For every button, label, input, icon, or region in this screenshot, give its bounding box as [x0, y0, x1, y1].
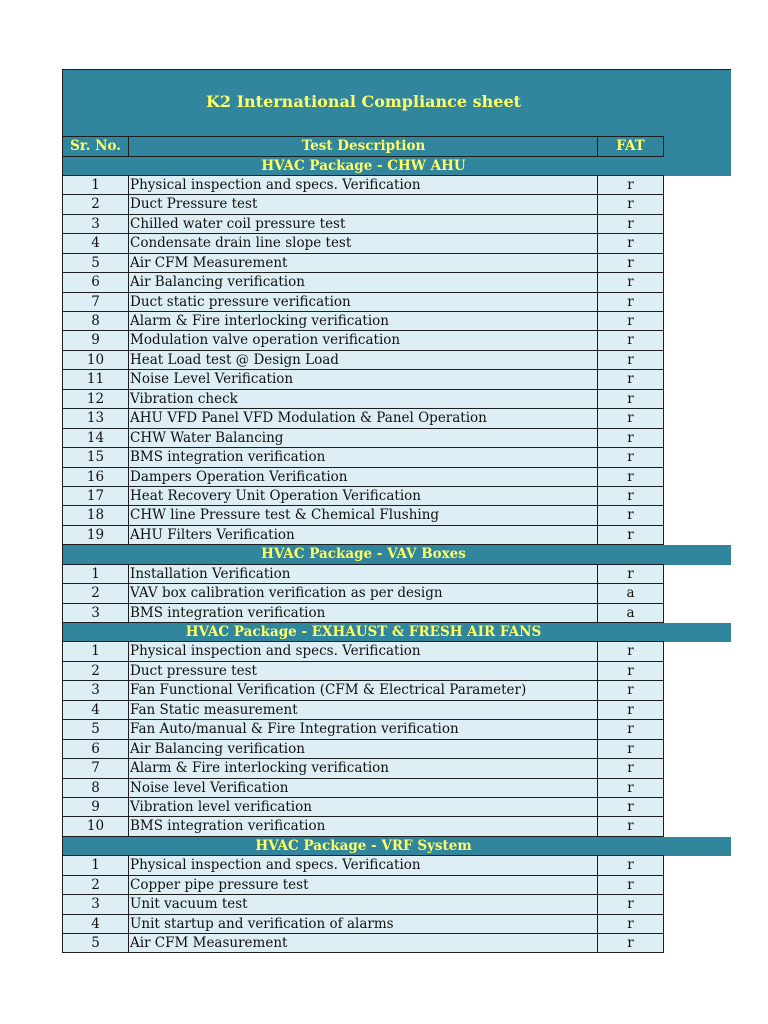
fat-cell: r — [597, 895, 664, 914]
table-row — [62, 817, 731, 836]
description-cell: Noise Level Verification — [128, 370, 597, 389]
fat-cell: r — [597, 331, 664, 350]
fat-cell: r — [597, 701, 664, 720]
sr-no-cell: 4 — [62, 915, 128, 934]
description-cell: Heat Load test @ Design Load — [128, 351, 597, 370]
description-cell: Air Balancing verification — [128, 273, 597, 292]
sr-no-cell: 2 — [62, 876, 128, 895]
sr-no-cell: 17 — [62, 487, 128, 506]
fat-cell: r — [597, 740, 664, 759]
sr-no-cell: 3 — [62, 604, 128, 623]
sr-no-cell: 5 — [62, 720, 128, 739]
table-row — [62, 720, 731, 739]
sr-no-cell: 13 — [62, 409, 128, 428]
table-row — [62, 273, 731, 292]
sr-no-cell: 1 — [62, 642, 128, 661]
section-title: HVAC Package - VAV Boxes — [62, 545, 664, 564]
sr-no-cell: 6 — [62, 273, 128, 292]
table-row — [62, 876, 731, 895]
table-row — [62, 448, 731, 467]
fat-cell: r — [597, 195, 664, 214]
fat-cell: r — [597, 526, 664, 545]
table-row — [62, 487, 731, 506]
table-row — [62, 565, 731, 584]
fat-cell: r — [597, 779, 664, 798]
fat-cell: r — [597, 273, 664, 292]
table-row — [62, 895, 731, 914]
compliance-sheet — [62, 69, 731, 953]
fat-cell: r — [597, 468, 664, 487]
sr-no-cell: 1 — [62, 565, 128, 584]
description-cell: Air CFM Measurement — [128, 254, 597, 273]
table-row — [62, 429, 731, 448]
fat-cell: r — [597, 176, 664, 195]
table-row — [62, 759, 731, 778]
description-cell: Vibration level verification — [128, 798, 597, 817]
description-cell: Dampers Operation Verification — [128, 468, 597, 487]
description-cell: Condensate drain line slope test — [128, 234, 597, 253]
fat-cell: a — [597, 584, 664, 603]
description-cell: Fan Static measurement — [128, 701, 597, 720]
description-cell: Physical inspection and specs. Verification — [128, 642, 597, 661]
sr-no-cell: 3 — [62, 895, 128, 914]
table-row — [62, 506, 731, 525]
description-cell: Alarm & Fire interlocking verification — [128, 759, 597, 778]
table-row — [62, 642, 731, 661]
description-cell: Fan Functional Verification (CFM & Electrical Parameter) — [128, 681, 597, 700]
table-row — [62, 468, 731, 487]
table-row — [62, 390, 731, 409]
sr-no-cell: 5 — [62, 934, 128, 953]
section-header — [62, 157, 731, 176]
description-cell: Air Balancing verification — [128, 740, 597, 759]
fat-cell: r — [597, 506, 664, 525]
sr-no-cell: 12 — [62, 390, 128, 409]
fat-cell: r — [597, 487, 664, 506]
sheet-title: K2 International Compliance sheet — [205, 92, 522, 111]
sr-no-cell: 11 — [62, 370, 128, 389]
section-title: HVAC Package - CHW AHU — [62, 157, 664, 176]
sr-no-cell: 9 — [62, 331, 128, 350]
table-row — [62, 409, 731, 428]
table-row — [62, 779, 731, 798]
fat-cell: r — [597, 254, 664, 273]
sr-no-cell: 15 — [62, 448, 128, 467]
fat-cell: a — [597, 604, 664, 623]
description-cell: Fan Auto/manual & Fire Integration verification — [128, 720, 597, 739]
fat-cell: r — [597, 642, 664, 661]
fat-cell: r — [597, 390, 664, 409]
fat-cell: r — [597, 934, 664, 953]
table-row — [62, 915, 731, 934]
fat-cell: r — [597, 662, 664, 681]
fat-cell: r — [597, 817, 664, 836]
description-cell: Unit startup and verification of alarms — [128, 915, 597, 934]
section-title: HVAC Package - EXHAUST & FRESH AIR FANS — [62, 623, 664, 642]
sr-no-cell: 14 — [62, 429, 128, 448]
table-row — [62, 798, 731, 817]
fat-cell: r — [597, 234, 664, 253]
sr-no-cell: 5 — [62, 254, 128, 273]
sr-no-cell: 2 — [62, 195, 128, 214]
fat-cell: r — [597, 565, 664, 584]
sr-no-cell: 4 — [62, 701, 128, 720]
sr-no-cell: 7 — [62, 759, 128, 778]
table-row — [62, 293, 731, 312]
table-body — [62, 157, 731, 954]
fat-cell: r — [597, 351, 664, 370]
description-cell: BMS integration verification — [128, 448, 597, 467]
description-cell: Alarm & Fire interlocking verification — [128, 312, 597, 331]
description-cell: Unit vacuum test — [128, 895, 597, 914]
sr-no-cell: 19 — [62, 526, 128, 545]
sr-no-cell: 8 — [62, 779, 128, 798]
fat-cell: r — [597, 448, 664, 467]
table-row — [62, 234, 731, 253]
table-row — [62, 370, 731, 389]
fat-cell: r — [597, 370, 664, 389]
sr-no-cell: 9 — [62, 798, 128, 817]
table-row — [62, 195, 731, 214]
fat-cell: r — [597, 681, 664, 700]
column-header-sr-no: Sr. No. — [62, 136, 128, 157]
sr-no-cell: 4 — [62, 234, 128, 253]
description-cell: CHW Water Balancing — [128, 429, 597, 448]
section-title: HVAC Package - VRF System — [62, 837, 664, 856]
table-row — [62, 856, 731, 875]
fat-cell: r — [597, 720, 664, 739]
section-header — [62, 545, 731, 564]
fat-cell: r — [597, 759, 664, 778]
column-header-row — [62, 136, 731, 157]
description-cell: Modulation valve operation verification — [128, 331, 597, 350]
description-cell: Physical inspection and specs. Verification — [128, 856, 597, 875]
description-cell: Noise level Verification — [128, 779, 597, 798]
description-cell: Air CFM Measurement — [128, 934, 597, 953]
column-header-fat: FAT — [597, 136, 664, 157]
description-cell: BMS integration verification — [128, 817, 597, 836]
table-row — [62, 526, 731, 545]
fat-cell: r — [597, 915, 664, 934]
description-cell: Installation Verification — [128, 565, 597, 584]
sr-no-cell: 2 — [62, 662, 128, 681]
description-cell: BMS integration verification — [128, 604, 597, 623]
description-cell: Vibration check — [128, 390, 597, 409]
fat-cell: r — [597, 429, 664, 448]
table-row — [62, 351, 731, 370]
section-header — [62, 837, 731, 856]
description-cell: Duct pressure test — [128, 662, 597, 681]
table-row — [62, 176, 731, 195]
description-cell: Physical inspection and specs. Verification — [128, 176, 597, 195]
fat-cell: r — [597, 856, 664, 875]
sr-no-cell: 7 — [62, 293, 128, 312]
fat-cell: r — [597, 409, 664, 428]
table-row — [62, 740, 731, 759]
table-row — [62, 254, 731, 273]
fat-cell: r — [597, 312, 664, 331]
description-cell: Duct Pressure test — [128, 195, 597, 214]
sr-no-cell: 18 — [62, 506, 128, 525]
table-row — [62, 584, 731, 603]
table-row — [62, 312, 731, 331]
table-row — [62, 681, 731, 700]
fat-cell: r — [597, 293, 664, 312]
sr-no-cell: 10 — [62, 351, 128, 370]
table-row — [62, 215, 731, 234]
description-cell: VAV box calibration verification as per design — [128, 584, 597, 603]
sr-no-cell: 8 — [62, 312, 128, 331]
fat-cell: r — [597, 798, 664, 817]
sr-no-cell: 6 — [62, 740, 128, 759]
sr-no-cell: 16 — [62, 468, 128, 487]
description-cell: Heat Recovery Unit Operation Verification — [128, 487, 597, 506]
fat-cell: r — [597, 876, 664, 895]
sr-no-cell: 3 — [62, 681, 128, 700]
sr-no-cell: 2 — [62, 584, 128, 603]
title-band — [62, 69, 731, 136]
description-cell: CHW line Pressure test & Chemical Flushing — [128, 506, 597, 525]
table-row — [62, 934, 731, 953]
fat-cell: r — [597, 215, 664, 234]
column-header-description: Test Description — [128, 136, 597, 157]
description-cell: Copper pipe pressure test — [128, 876, 597, 895]
sr-no-cell: 1 — [62, 176, 128, 195]
sr-no-cell: 3 — [62, 215, 128, 234]
description-cell: Chilled water coil pressure test — [128, 215, 597, 234]
table-row — [62, 604, 731, 623]
description-cell: Duct static pressure verification — [128, 293, 597, 312]
description-cell: AHU Filters Verification — [128, 526, 597, 545]
section-header — [62, 623, 731, 642]
table-row — [62, 331, 731, 350]
sr-no-cell: 1 — [62, 856, 128, 875]
sr-no-cell: 10 — [62, 817, 128, 836]
table-row — [62, 701, 731, 720]
table-row — [62, 662, 731, 681]
description-cell: AHU VFD Panel VFD Modulation & Panel Operation — [128, 409, 597, 428]
